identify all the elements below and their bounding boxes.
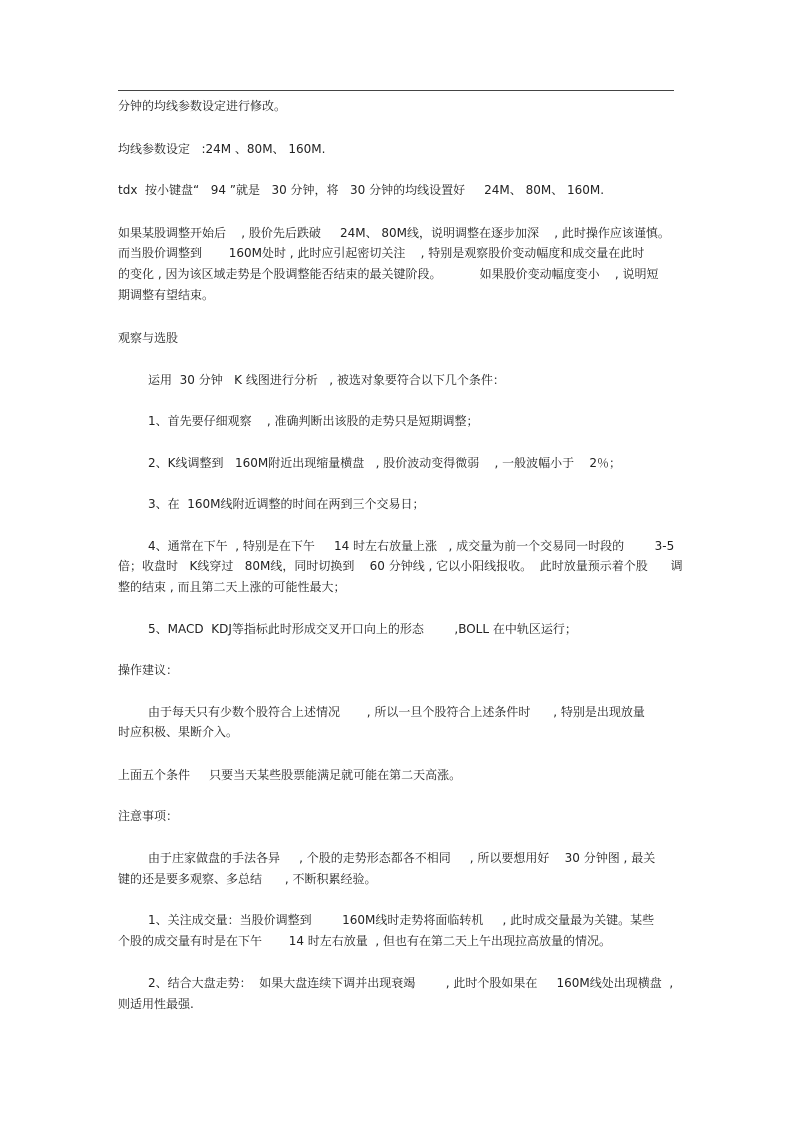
text-line: 时应积极、果断介入。 xyxy=(118,725,239,739)
list-item: 1、首先要仔细观察 , 准确判断出该股的走势只是短期调整； xyxy=(148,414,479,428)
list-item: 2、K线调整到 160M附近出现缩量横盘 , 股价波动变得微弱 , 一般波幅小于 2％； xyxy=(148,456,622,470)
section-heading: 操作建议： xyxy=(118,663,179,677)
list-item: 2、结合大盘走势： 如果大盘连续下调并出现衰竭 , 此时个股如果在 160M线处出现横盘 , xyxy=(148,976,674,990)
text-line: 由于庄家做盘的手法各异 , 个股的走势形态都各不相同 , 所以要想用好 30 分钟图 , 最关 xyxy=(148,851,656,865)
text-line: 的变化 , 因为该区域走势是个股调整能否结束的最关键阶段。 如果股价变动幅度变小 , 说明短 xyxy=(118,267,659,281)
text-line: 整的结束 , 而且第二天上涨的可能性最大； xyxy=(118,580,346,594)
text-line: 分钟的均线参数设定进行修改。 xyxy=(118,99,287,113)
section-heading: 观察与选股 xyxy=(118,331,179,345)
text-line: 运用 30 分钟 K 线图进行分析 , 被选对象要符合以下几个条件： xyxy=(148,373,505,387)
text-line: 由于每天只有少数个股符合上述情况 , 所以一旦个股符合上述条件时 , 特别是出现放量 xyxy=(148,705,645,719)
text-line: 上面五个条件 只要当天某些股票能满足就可能在第二天高涨。 xyxy=(118,768,462,782)
list-item: 3、在 160M线附近调整的时间在两到三个交易日； xyxy=(148,497,425,511)
text-line: 均线参数设定 :24M 、80M、 160M. xyxy=(118,142,326,156)
text-line: 个股的成交量有时是在下午 14 时左右放量 , 但也有在第二天上午出现拉高放量的情况。 xyxy=(118,934,612,948)
header-rule xyxy=(118,90,674,91)
text-line: tdx 按小键盘“ 94 ”就是 30 分钟，将 30 分钟的均线设置好 24M、 80M、 160M. xyxy=(118,183,605,197)
text-line: 如果某股调整开始后 , 股价先后跌破 24M、 80M线，说明调整在逐步加深 , 此时操作应该谨慎。 xyxy=(118,226,670,240)
text-line: 而当股价调整到 160M处时 , 此时应引起密切关注 , 特别是观察股价变动幅度和成交量在此时 xyxy=(118,246,645,260)
text-line: 键的还是要多观察、多总结 , 不断积累经验。 xyxy=(118,872,377,886)
list-item: 5、MACD KDJ等指标此时形成交叉开口向上的形态 ,BOLL 在中轨区运行； xyxy=(148,622,577,636)
list-item: 4、通常在下午 , 特别是在下午 14 时左右放量上涨 , 成交量为前一个交易同一时段的 3-5 xyxy=(148,539,675,553)
text-line: 则适用性最强. xyxy=(118,997,194,1011)
list-item: 1、关注成交量：当股价调整到 160M线时走势将面临转机 , 此时成交量最为关键。某些 xyxy=(148,913,655,927)
text-line: 期调整有望结束。 xyxy=(118,288,215,302)
section-heading: 注意事项： xyxy=(118,809,179,823)
text-line: 倍；收盘时 K线穿过 80M线，同时切换到 60 分钟线 , 它以小阳线报收。 此时放量预示着个股 调 xyxy=(118,559,683,573)
